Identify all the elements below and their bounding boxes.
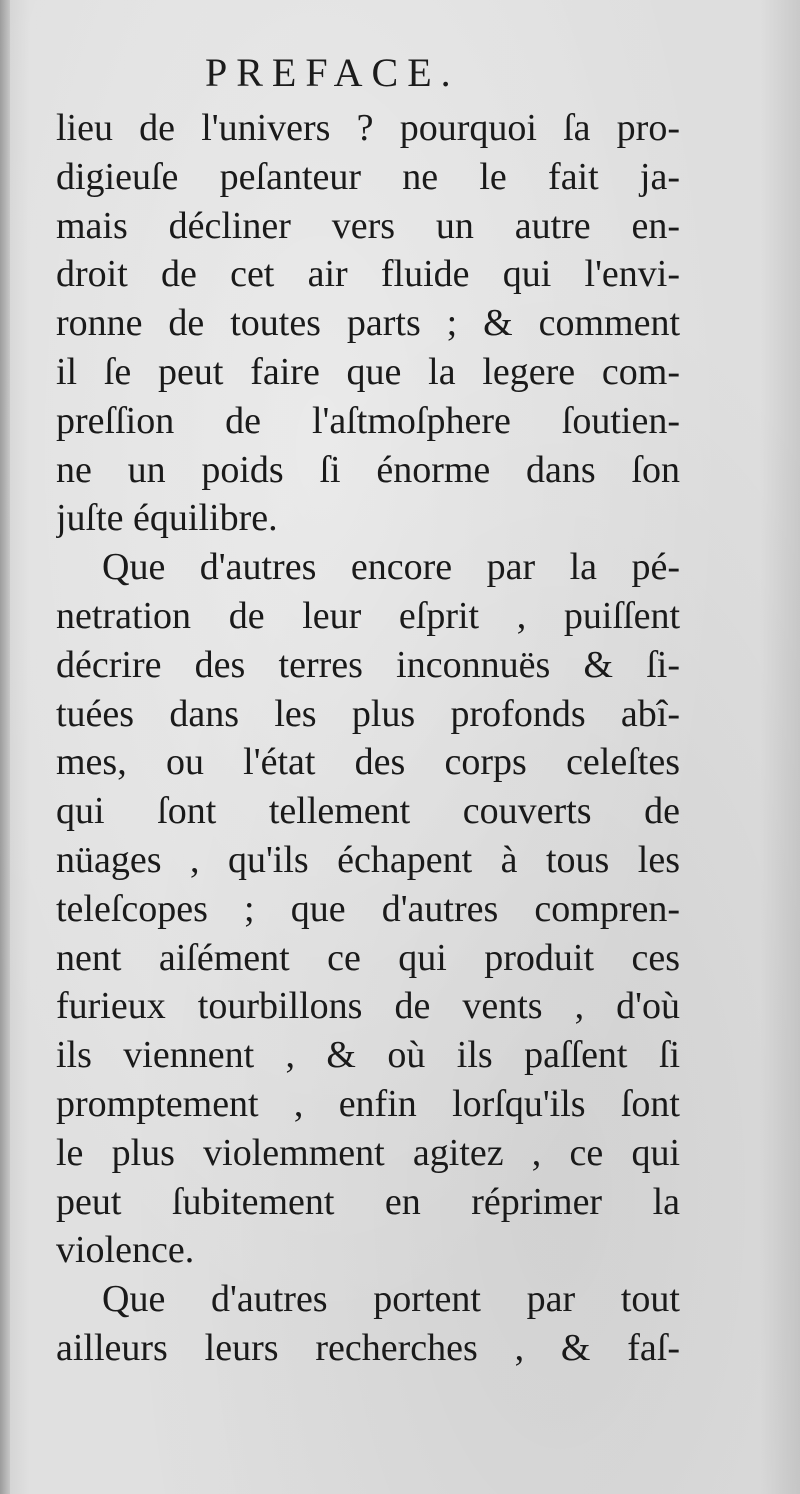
- text-line: digieuſe peſanteur ne le fait ja-: [56, 155, 680, 198]
- text-line: nent aiſément ce qui produit ces: [56, 936, 680, 979]
- text-line: furieux tourbillons de vents , d'où: [56, 985, 680, 1028]
- text-line: droit de cet air fluide qui l'envi-: [56, 253, 680, 296]
- text-line: preſſion de l'aſtmoſphere ſoutien-: [56, 399, 680, 442]
- text-line: juſte équilibre.: [56, 497, 278, 540]
- body-text: [56, 104, 680, 1373]
- text-line: teleſcopes ; que d'autres compren-: [56, 887, 680, 930]
- text-line: nüages , qu'ils échapent à tous les: [56, 838, 680, 881]
- text-line: lieu de l'univers ? pourquoi ſa pro-: [56, 107, 680, 149]
- text-line: ailleurs leurs recherches , & faſ-: [56, 1326, 680, 1369]
- text-line: mes, ou l'état des corps celeſtes: [56, 741, 680, 784]
- text-line: décrire des terres inconnuës & ſi-: [56, 643, 680, 686]
- text-line: netration de leur eſprit , puiſſent: [56, 594, 680, 637]
- text-line: violence.: [56, 1229, 195, 1272]
- text-line: il ſe peut faire que la legere com-: [56, 350, 680, 393]
- text-line: ne un poids ſi énorme dans ſon: [56, 448, 680, 491]
- text-line: tuées dans les plus profonds abî-: [56, 692, 680, 735]
- page-edge-shadow: [0, 0, 10, 1494]
- text-line: mais décliner vers un autre en-: [56, 204, 680, 247]
- text-line: Que d'autres encore par la pé-: [102, 546, 680, 589]
- text-line: qui ſont tellement couverts de: [56, 790, 680, 833]
- text-line: Que d'autres portent par tout: [102, 1278, 680, 1321]
- text-line: le plus violemment agitez , ce qui: [56, 1131, 680, 1174]
- text-line: ronne de toutes parts ; & comment: [56, 302, 680, 345]
- running-head: PREFACE.: [205, 50, 460, 95]
- text-line: ils viennent , & où ils paſſent ſi: [56, 1034, 680, 1077]
- text-line: peut ſubitement en réprimer la: [56, 1180, 680, 1223]
- text-line: promptement , enfin lorſqu'ils ſont: [56, 1082, 680, 1125]
